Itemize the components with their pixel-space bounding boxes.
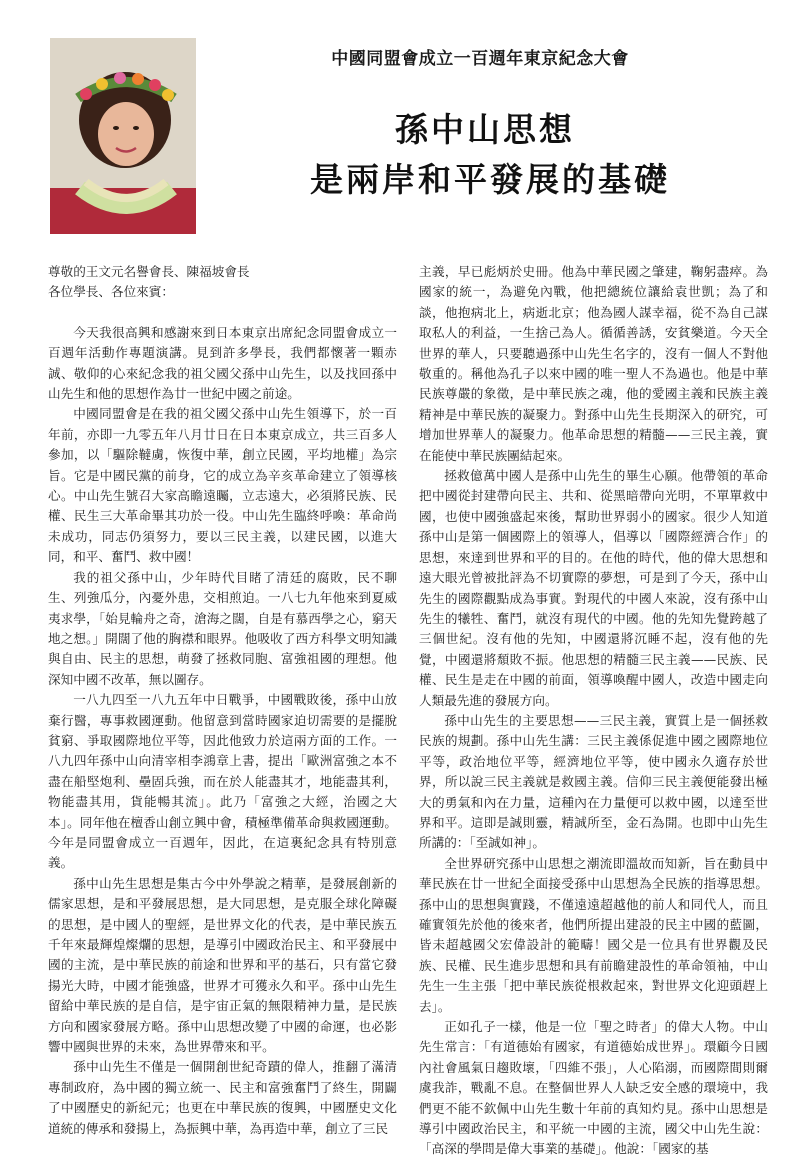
paragraph: 中國同盟會是在我的祖父國父孫中山先生領導下，於一百年前，亦即一九零五年八月廿日在日本東京成立，共三百多人參加，以「驅除韃虜，恢復中華，創立民國，平均地權」為宗旨。它是中國民黨的前身，它的成立為辛亥革命建立了領導核心。中山先生號召大家高瞻遠矚，立志遠大，必須將民族、民權、民生三大革命畢其功於一役。中山先生臨終呼喚：革命尚未成功，同志仍須努力，要以三民主義，以建民國，以進大同，和平、奮鬥、救中國！ (48, 406, 397, 565)
paragraph: 孫中山先生的主要思想——三民主義，實質上是一個拯救民族的規劃。孫中山先生講：三民主義係促進中國之國際地位平等，政治地位平等，經濟地位平等，使中國永久適存於世界，所以說三民主義就是救國主義。信仰三民主義便能發出極大的勇氣和內在力量，這種內在力量便可以救中國，以達至世界和平。這即是誠則靈，精誠所至，金石為開。也即中山先生所講的：「至誠如神」。 (419, 712, 768, 851)
portrait-photo (50, 38, 196, 234)
header (200, 44, 760, 199)
salutation-line: 尊敬的王文元名譽會長、陳福坡會長 (48, 264, 250, 279)
main-title-line2: 是兩岸和平發展的基礎 (310, 160, 670, 199)
event-title: 中國同盟會成立一百週年東京紀念大會 (331, 49, 629, 69)
salutation-line: 各位學長、各位來賓： (48, 284, 174, 300)
portrait-illustration (50, 38, 196, 234)
paragraph: 孫中山先生不僅是一個開創世紀奇蹟的偉人，推翻了滿清專制政府，為中國的獨立統一、民主和富強奮鬥了終生，開闢了中國歷史的新紀元；也更在中華民族的復興，中國歷史文化道統的傳承和發揚上，為振興中華，為再造中華，創立了三民 (48, 1059, 397, 1136)
main-title-line1: 孫中山思想 (395, 110, 575, 149)
paragraph: 今天我很高興和感謝來到日本東京出席紀念同盟會成立一百週年活動作專題演講。見到許多學長，我們都懷著一顆赤誠、敬仰的心來紀念我的祖父國父孫中山先生，以及找回孫中山先生和他的思想作為廿一世紀中國之前途。 (48, 324, 397, 402)
paragraph: 主義，早已彪炳於史冊。他為中華民國之肇建，鞠躬盡瘁。為國家的統一，為避免內戰，他把總統位讓給袁世凱；為了和談，他抱病北上，病逝北京；他為國人謀幸福，從不為自己謀取私人的利益，一生捨己為人。循循善誘，安貧樂道。今天全世界的華人，只要聽過孫中山先生名字的，沒有一個人不對他敬重的。稱他為孔子以來中國的唯一聖人不為過也。他是中華民族尊嚴的象徵，是中華民族之魂，他的愛國主義和民族主義精神是中華民族的凝聚力。對孫中山先生長期深入的研究，可增加世界華人的凝聚力。他革命思想的精髓——三民主義，實在能使中華民族團結起來。 (419, 264, 768, 463)
paragraph: 孫中山先生思想是集古今中外學說之精華，是發展創新的儒家思想，是和平發展思想，是大同思想，是克服全球化障礙的思想，是中國人的聖經，是世界文化的代表，是中華民族五千年來最輝煌燦爛的思想，是導引中國政治民主、和平發展中國的主流，是中華民族的前途和世界和平的基石，只有當它發揚光大時，中國才能強盛，世界才可獲永久和平。孫中山先生留給中華民族的是自信，是宇宙正氣的無限精神力量，是民族方向和國家發展方略。孫中山思想改變了中國的命運，也必影響中國與世界的未來，為世界帶來和平。 (48, 875, 397, 1055)
paragraph: 一八九四至一八九五年中日戰爭，中國戰敗後，孫中山放棄行醫，專事救國運動。他留意到當時國家迫切需要的是擺脫貧窮、爭取國際地位平等，因此他致力於這兩方面的工作。一八九四年孫中山向清宰相李鴻章上書，提出「歐洲富強之本不盡在船堅炮利、壘固兵強，而在於人能盡其才，地能盡其利，物能盡其用，貨能暢其流」。此乃「富強之大經，治國之大本」。同年他在檀香山創立興中會，積極準備革命與救國運動。今年是同盟會成立一百週年，因此，在這裏紀念具有特別意義。 (48, 692, 397, 871)
article-body (48, 262, 768, 1157)
paragraph: 全世界研究孫中山思想之潮流即溫故而知新，旨在動員中華民族在廿一世紀全面接受孫中山思想為全民族的指導思想。孫中山的思想與實踐，不僅遠遠超越他的前人和同代人，而且確實領先於他的後來者，他們所提出建設的民主中國的藍圖，皆未超越國父宏偉設計的範疇！國父是一位具有世界觀及民族、民權、民生進步思想和具有前瞻建設性的革命領袖，中山先生一生主張「把中華民族從根救起來，對世界文化迎頭趕上去」。 (419, 855, 768, 1014)
paragraph: 拯救億萬中國人是孫中山先生的畢生心願。他帶領的革命把中國從封建帶向民主、共和、從黑暗帶向光明，不單單救中國，也使中國強盛起來後，幫助世界弱小的國家。很少人知道孫中山是第一個國際上的領導人，倡導以「國際經濟合作」的思想，來達到世界和平的目的。在他的時代，他的偉大思想和遠大眼光曾被批評為不切實際的夢想，可是到了今天，孫中山先生的國際觀點成為事實。對現代的中國人來說，沒有孫中山先生的犧牲、奮鬥，就沒有現代的中國。他的先知先覺跨越了三個世紀。沒有他的先知，中國還將沉睡不起，沒有他的先覺，中國還將頹敗不振。他思想的精髓三民主義——民族、民權、民生是走在中國的前面，領導喚醒中國人，改造中國走向人類最先進的發展方向。 (419, 468, 768, 708)
right-column (419, 262, 768, 1157)
paragraph: 我的祖父孫中山，少年時代目睹了清廷的腐敗，民不聊生、列強瓜分，內憂外患，交相煎迫。一八七九年他來到夏威夷求學，「始見輪舟之奇，滄海之闊，自是有慕西學之心，窮天地之想。」開闊了他的胸襟和眼界。他吸收了西方科學文明知識與自由、民主的思想，萌發了拯救同胞、富強祖國的理想。他深知中國不改革，無以圖存。 (48, 569, 397, 687)
paragraph: 正如孔子一樣，他是一位「聖之時者」的偉大人物。中山先生常言：「有道德始有國家，有道德始成世界」。環顧今日國內社會風氣日趨敗壞，「四維不張」，人心陷溺，而國際間則爾虞我詐，戰亂不息。在整個世界人人缺乏安全感的環境中，我們更不能不欽佩中山先生數十年前的真知灼見。孫中山思想是導引中國政治民主，和平統一中國的主流，國父中山先生說：「高深的學問是偉大事業的基礎」。他說：「國家的基 (419, 1019, 768, 1157)
left-column (48, 262, 397, 1136)
